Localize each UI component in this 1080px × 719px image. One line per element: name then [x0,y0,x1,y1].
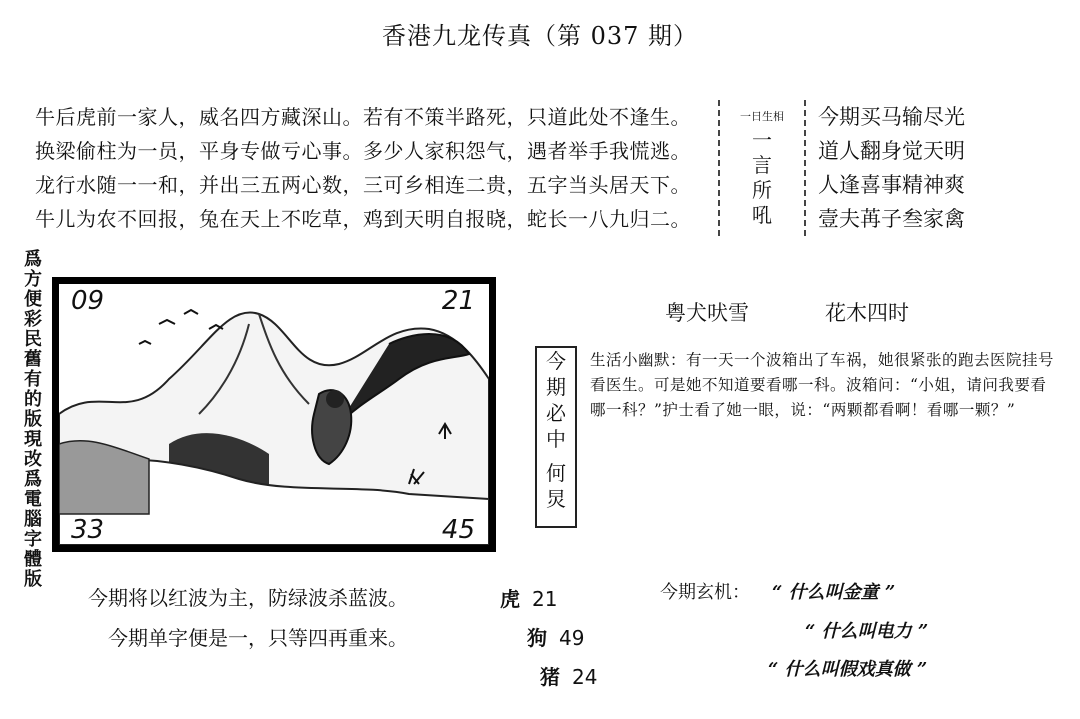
heading-right: 花木四时 [825,301,909,325]
side-char: 電 [24,489,42,510]
mystery-item: “ 什么叫电力 ” [805,621,929,642]
side-char: 改 [24,449,42,470]
right-verse-line: 今期买马输尽光 [818,105,965,129]
sure-hit-box [535,346,577,528]
one-word-char: 一 [752,128,772,152]
zodiac-animal: 狗 [527,626,547,650]
mystery-item: “ 什么叫金童 ” [772,582,896,603]
side-char: 爲 [24,249,42,270]
page-title: 香港九龙传真（第 037 期） [381,22,699,50]
right-verse-line: 人逢喜事精神爽 [818,173,965,197]
zodiac-number: 24 [572,665,598,689]
poem-line: 换梁偷柱为一员，平身专做亏心事。多少人家积怨气，遇者举手我慌逃。 [35,139,691,163]
side-char: 舊 [24,349,42,370]
sure-hit-char: 中 [546,427,566,451]
sure-hit-char: 何 [546,461,566,485]
side-char: 彩 [24,309,42,330]
one-word-chars [720,128,804,228]
one-word-box [718,100,806,236]
corner-number-tl: 09 [71,286,105,316]
landscape-drawing [59,284,489,545]
poem-line: 牛后虎前一家人，威名四方藏深山。若有不策半路死，只道此处不逢生。 [35,105,691,129]
poem-line: 龙行水随一一和，并出三五两心数，三可乡相连二贵，五字当头居天下。 [35,173,691,197]
side-char: 版 [24,569,42,590]
poem-block [35,100,715,236]
bottom-line-1: 今期将以红波为主，防绿波杀蓝波。 [88,586,408,610]
corner-number-bl: 33 [71,515,105,545]
side-char: 便 [24,289,42,310]
bottom-line-2: 今期单字便是一，只等四再重来。 [108,626,408,650]
side-char: 現 [24,429,42,450]
zodiac-animal: 虎 [500,587,520,611]
right-verse-line: 壹夫苒子叁家禽 [818,207,965,231]
poem-line: 牛儿为农不回报，兔在天上不吃草，鸡到天明自报晓，蛇长一八九归二。 [35,207,691,231]
side-char: 的 [24,389,42,410]
zodiac-animal: 猪 [540,665,560,689]
corner-number-br: 45 [441,515,475,545]
zodiac-row [527,622,584,651]
side-char: 字 [24,529,42,550]
one-word-label: 一日生相 [740,110,784,123]
side-char: 有 [24,369,42,390]
side-char: 腦 [24,509,42,530]
side-char: 體 [24,549,42,570]
one-word-char: 所 [752,178,772,202]
sure-hit-char: 今 [546,349,566,373]
zodiac-number: 49 [559,626,585,650]
sure-hit-char: 期 [546,375,566,399]
one-word-char: 言 [752,153,772,177]
corner-number-tr: 21 [441,286,475,316]
zodiac-number: 21 [532,587,558,611]
side-char: 爲 [24,469,42,490]
humor-story: 生活小幽默：有一天一个波箱出了车祸，她很紧张的跑去医院挂号看医生。可是她不知道要看哪一科。波箱问：“小姐，请问我要看哪一科？”护士看了她一眼，说：“两颗都看啊！看哪一颗？” [590,351,1055,419]
zodiac-row [500,583,557,612]
side-char: 版 [24,409,42,430]
side-char: 方 [24,269,42,290]
side-char: 民 [24,329,42,350]
side-notice [20,250,46,590]
mystery-item: “ 什么叫假戏真做 ” [768,659,928,680]
right-verse [818,100,1058,236]
landscape-illustration [52,277,496,552]
heading-left: 粤犬吠雪 [665,301,749,325]
one-word-char: 吼 [752,203,772,227]
mystery-label: 今期玄机： [660,582,750,603]
sure-hit-char: 炅 [546,487,566,511]
right-verse-line: 道人翻身觉天明 [818,139,965,163]
zodiac-row [540,661,597,690]
sure-hit-char: 必 [546,401,566,425]
